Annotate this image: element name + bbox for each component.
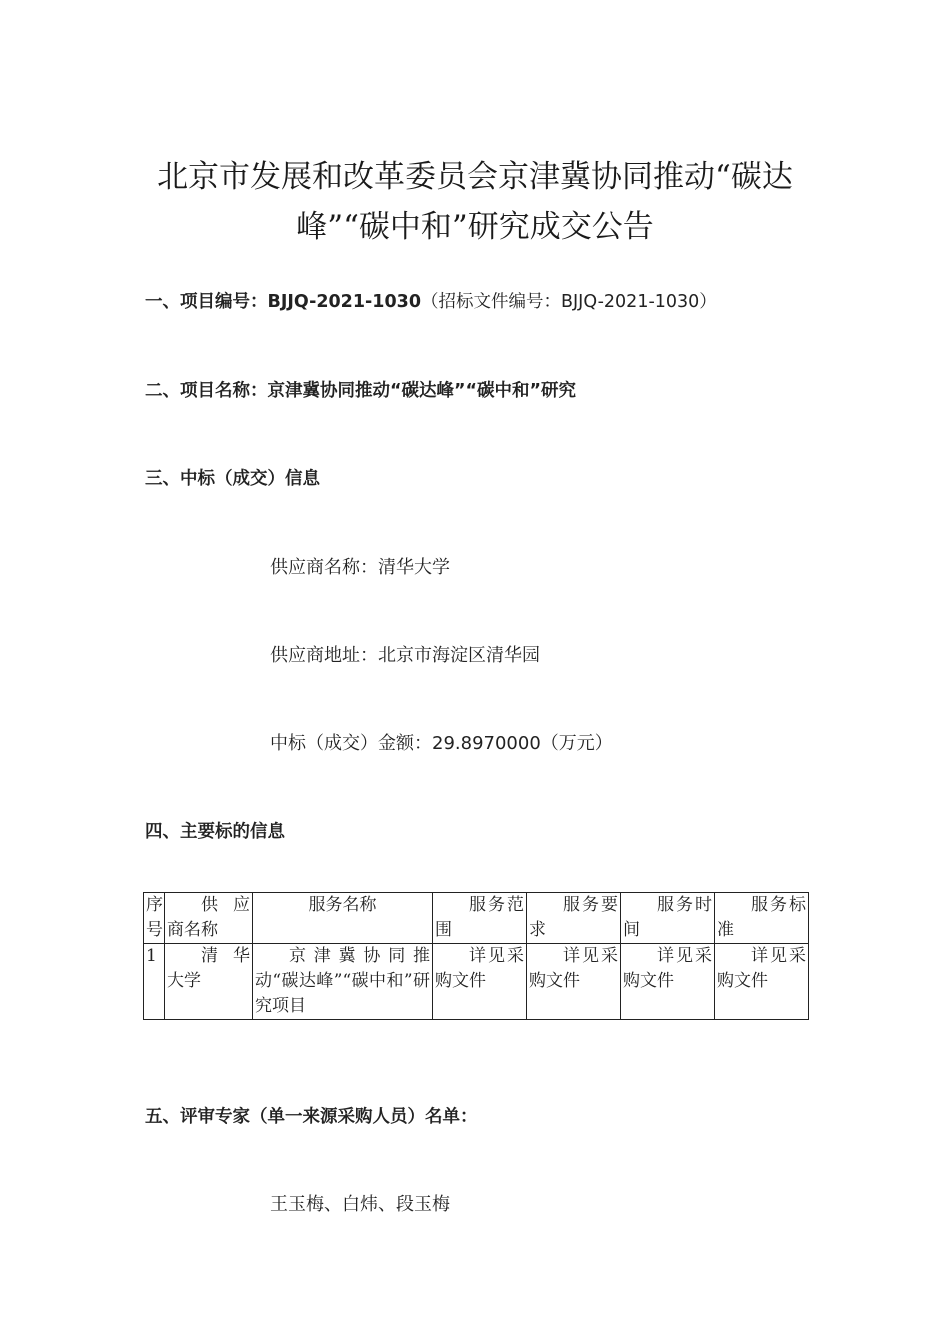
section-main-items-heading: 四、主要标的信息 <box>145 822 285 842</box>
project-name-label: 二、项目名称： <box>145 381 268 401</box>
section-award-info-heading: 三、中标（成交）信息 <box>145 469 320 489</box>
table-cell: 详见采购文件 <box>433 944 527 1020</box>
header-cell: 服务名称 <box>253 893 433 944</box>
section-project-name <box>145 377 576 402</box>
award-amount: 中标（成交）金额：29.8970000（万元） <box>270 733 613 754</box>
header-cell: 服务要求 <box>527 893 621 944</box>
project-number-label: 一、项目编号： <box>145 292 268 312</box>
header-cell: 服务标准 <box>715 893 809 944</box>
section-experts-heading: 五、评审专家（单一来源采购人员）名单： <box>145 1107 478 1127</box>
header-cell: 服务时间 <box>621 893 715 944</box>
supplier-name: 供应商名称：清华大学 <box>270 557 450 578</box>
header-cell: 序号 <box>144 893 165 944</box>
table-cell: 京津冀协同推动“碳达峰”“碳中和”研究项目 <box>253 944 433 1020</box>
main-items-table <box>143 892 809 1020</box>
header-cell: 供应商名称 <box>165 893 253 944</box>
supplier-address: 供应商地址：北京市海淀区清华园 <box>270 645 540 666</box>
title-line-2: 峰”“碳中和”研究成交公告 <box>296 209 654 245</box>
table-cell: 清华大学 <box>165 944 253 1020</box>
title-line-1: 北京市发展和改革委员会京津冀协同推动“碳达 <box>157 159 793 195</box>
header-cell: 服务范围 <box>433 893 527 944</box>
table-cell: 1 <box>144 944 165 1020</box>
expert-list: 王玉梅、白炜、段玉梅 <box>270 1194 450 1215</box>
section-project-number <box>145 288 717 313</box>
project-number-code: BJJQ-2021-1030 <box>267 292 422 312</box>
table-cell: 详见采购文件 <box>715 944 809 1020</box>
document-title <box>120 152 830 252</box>
table-row <box>144 944 809 1020</box>
project-name-value: 京津冀协同推动“碳达峰”“碳中和”研究 <box>267 381 577 401</box>
table-header-row <box>144 893 809 944</box>
tender-document-number: （招标文件编号：BJJQ-2021-1030） <box>421 292 717 312</box>
table-cell: 详见采购文件 <box>527 944 621 1020</box>
table-cell: 详见采购文件 <box>621 944 715 1020</box>
